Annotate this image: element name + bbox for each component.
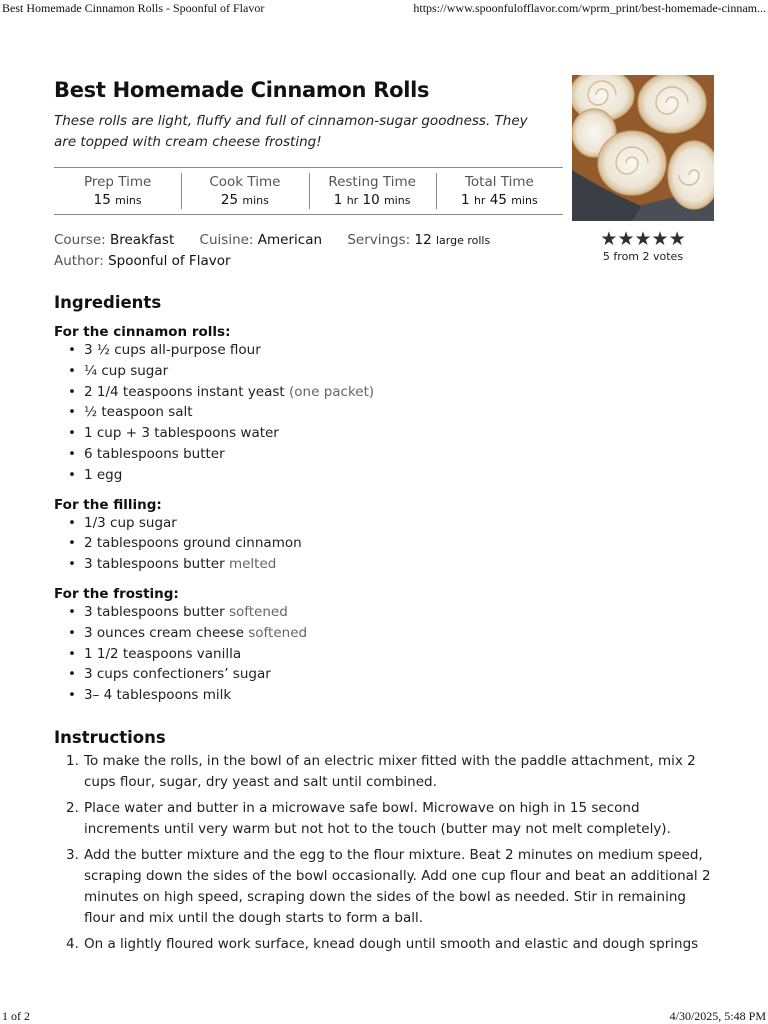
ingredient-text: ¼ cup sugar <box>84 362 169 379</box>
time-value <box>436 192 563 208</box>
ingredient-list <box>68 340 714 486</box>
ingredient-item <box>68 423 714 444</box>
time-label: Resting Time <box>328 174 416 190</box>
step-text: To make the rolls, in the bowl of an electric mixer fitted with the paddle attachment, mix 2 cups flour, sugar, dry yeast and salt until combined. <box>84 752 696 790</box>
cinnamon-rolls-photo <box>572 75 714 221</box>
time-value <box>181 192 308 208</box>
ingredient-item <box>68 402 714 423</box>
instruction-step <box>66 798 714 840</box>
ingredient-note: (one packet) <box>289 383 375 400</box>
ingredient-group-heading: For the filling: <box>54 496 162 513</box>
cuisine: Cuisine: American <box>199 232 323 248</box>
step-number: 1. <box>66 752 79 769</box>
time-cell <box>181 168 308 214</box>
star-icon[interactable]: ★ <box>651 228 669 250</box>
time-unit: mins <box>511 194 538 207</box>
author: Author: Spoonful of Flavor <box>54 253 231 269</box>
recipe-rating <box>602 230 684 263</box>
recipe-title: Best Homemade Cinnamon Rolls <box>54 78 430 102</box>
ingredient-item <box>68 340 714 361</box>
ingredient-text: 1 cup + 3 tablespoons water <box>84 425 279 442</box>
print-url: https://www.spoonfulofflavor.com/wprm_print/best-homemade-cinnam... <box>413 1 766 15</box>
ingredient-item <box>68 602 714 623</box>
step-number: 2. <box>66 799 79 816</box>
instruction-step <box>66 845 714 929</box>
time-number: 1 <box>333 192 343 208</box>
ingredient-group-heading: For the cinnamon rolls: <box>54 324 231 340</box>
ingredient-item <box>68 513 714 534</box>
ingredient-note: softened <box>228 603 288 620</box>
ingredient-text: 3 cups confectioners’ sugar <box>84 666 271 683</box>
ingredient-list <box>68 602 714 706</box>
time-cell <box>436 168 563 214</box>
time-cell <box>54 168 181 214</box>
print-header <box>0 1 768 16</box>
step-text: On a lightly floured work surface, knead dough until smooth and elastic and dough springs <box>84 935 699 952</box>
step-text: Place water and butter in a microwave safe bowl. Microwave on high in 15 second increments until very warm but not hot to the touch (butter may not melt completely). <box>84 799 671 837</box>
rating-text: 5 from 2 votes <box>602 250 684 263</box>
ingredient-text: 3 tablespoons butter <box>84 603 225 620</box>
instruction-steps <box>66 751 714 955</box>
time-unit: hr <box>473 194 486 207</box>
time-value <box>54 192 181 208</box>
time-number: 25 <box>220 192 239 208</box>
time-label: Prep Time <box>83 174 152 190</box>
course: Course: Breakfast <box>54 232 175 248</box>
ingredient-item <box>68 644 714 665</box>
time-unit: mins <box>115 194 142 207</box>
ingredient-item <box>68 444 714 465</box>
ingredient-text: 3 ½ cups all-purpose flour <box>84 342 261 358</box>
ingredient-text: 3– 4 tablespoons milk <box>84 687 232 704</box>
star-icon[interactable]: ★ <box>634 228 652 250</box>
recipe-card <box>54 78 714 960</box>
ingredient-note: softened <box>248 624 308 641</box>
ingredient-item <box>68 554 714 575</box>
time-value <box>309 192 436 208</box>
ingredient-item <box>68 465 714 486</box>
ingredient-text: 1/3 cup sugar <box>84 514 177 531</box>
ingredient-text: 2 tablespoons ground cinnamon <box>84 535 302 552</box>
instructions-section <box>54 728 714 955</box>
time-number: 10 <box>362 192 380 208</box>
rating-stars[interactable] <box>602 230 684 248</box>
print-timestamp: 4/30/2025, 5:48 PM <box>669 1009 766 1023</box>
ingredient-list <box>68 513 714 575</box>
ingredient-item <box>68 623 714 644</box>
ingredient-note: melted <box>228 556 277 573</box>
ingredients-section <box>54 293 714 706</box>
recipe-summary: These rolls are light, fluffy and full of cinnamon-sugar goodness. They are topped with cream cheese frosting! <box>54 113 528 150</box>
time-number: 45 <box>489 192 507 208</box>
star-icon[interactable]: ★ <box>617 228 635 250</box>
ingredient-item <box>68 685 714 706</box>
time-number: 1 <box>461 192 470 208</box>
time-unit: hr <box>346 194 359 207</box>
step-number: 3. <box>66 846 79 863</box>
recipe-times <box>54 167 563 215</box>
ingredient-group <box>54 586 714 706</box>
ingredient-text: 1 1/2 teaspoons vanilla <box>84 645 242 662</box>
time-label: Total Time <box>464 174 534 190</box>
ingredient-item <box>68 361 714 382</box>
ingredient-text: 3 ounces cream cheese <box>84 624 244 641</box>
step-text: Add the butter mixture and the egg to the flour mixture. Beat 2 minutes on medium speed, scraping down the sides of the bowl occasionally. Add one cup flour and beat an additional 2 minutes on high speed, scraping down the sides of the bowl as needed. Stir in remaining flour and mix until the dough starts to form a ball. <box>84 846 711 926</box>
step-number: 4. <box>66 935 79 952</box>
servings: Servings: 12 large rolls <box>347 232 491 248</box>
ingredient-item <box>68 533 714 554</box>
ingredients-heading: Ingredients <box>54 293 162 312</box>
ingredient-text: 6 tablespoons butter <box>84 445 225 462</box>
ingredient-item <box>68 664 714 685</box>
recipe-meta <box>54 232 511 248</box>
star-icon[interactable]: ★ <box>668 228 686 250</box>
time-cell <box>309 168 436 214</box>
ingredient-item <box>68 382 714 403</box>
print-footer <box>0 1009 768 1024</box>
recipe-header <box>54 78 714 268</box>
ingredient-group <box>54 324 714 486</box>
ingredient-groups <box>54 324 714 706</box>
print-page-title: Best Homemade Cinnamon Rolls - Spoonful of Flavor <box>2 1 265 15</box>
ingredient-text: 2 1/4 teaspoons instant yeast <box>84 383 285 400</box>
ingredient-group <box>54 497 714 575</box>
time-unit: mins <box>383 194 411 207</box>
ingredient-text: 1 egg <box>84 466 123 483</box>
page-count: 1 of 2 <box>2 1009 30 1023</box>
time-number: 15 <box>93 192 111 208</box>
instruction-step <box>66 934 714 955</box>
instruction-step <box>66 751 714 793</box>
ingredient-group-heading: For the frosting: <box>54 585 179 602</box>
instructions-heading: Instructions <box>54 727 166 747</box>
ingredient-text: 3 tablespoons butter <box>84 556 225 573</box>
time-label: Cook Time <box>209 174 281 190</box>
time-unit: mins <box>242 194 269 207</box>
star-icon[interactable]: ★ <box>600 228 618 250</box>
ingredient-text: ½ teaspoon salt <box>84 404 193 421</box>
